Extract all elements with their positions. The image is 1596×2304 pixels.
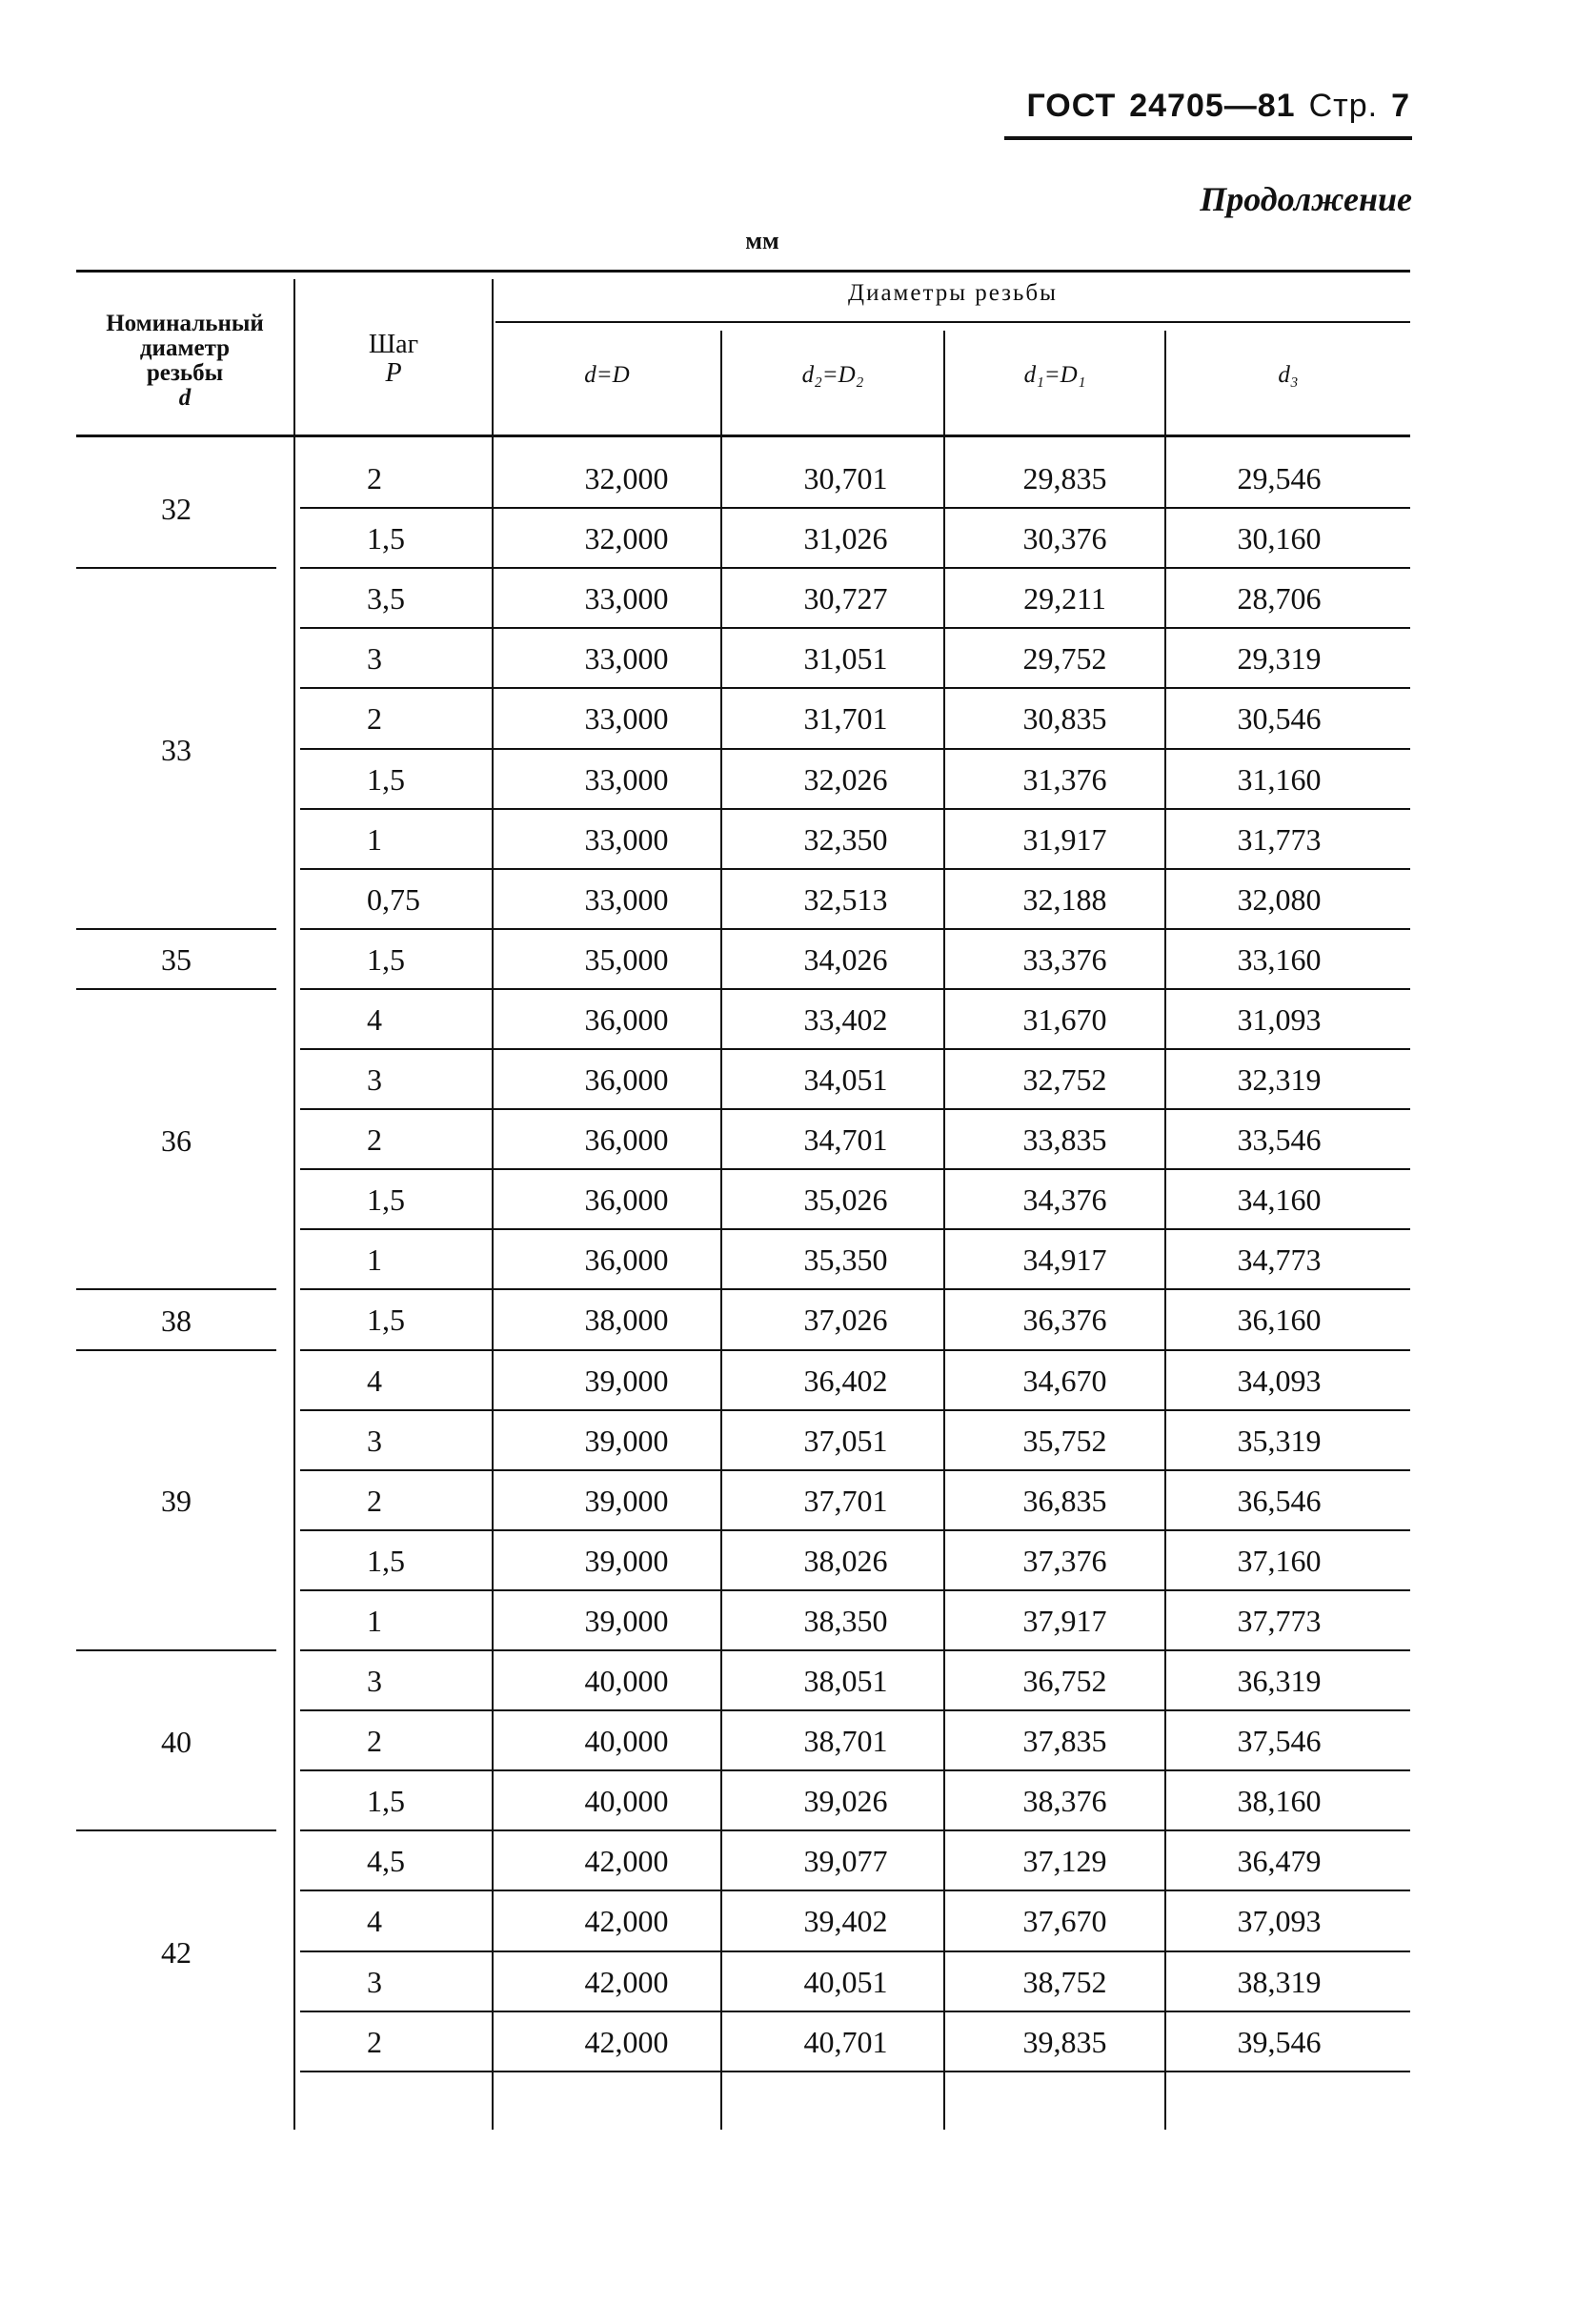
pitch-cell: 1,5 (367, 1784, 405, 1819)
d1-value-cell: 34,917 (1022, 1243, 1107, 1278)
d3-value-cell: 35,319 (1237, 1423, 1322, 1458)
d-value-cell: 36,000 (584, 1062, 669, 1097)
d-value-cell: 39,000 (584, 1543, 669, 1578)
d1-value-cell: 37,917 (1022, 1603, 1107, 1638)
d-value-cell: 33,000 (584, 701, 669, 737)
d2-value-cell: 36,402 (803, 1363, 888, 1398)
d1-value-cell: 38,752 (1022, 1964, 1107, 1999)
pitch-cell: 1,5 (367, 521, 405, 556)
table-top-rule (76, 270, 1410, 273)
d2-value-cell: 30,727 (803, 581, 888, 616)
d1-value-cell: 39,835 (1022, 2024, 1107, 2059)
row-rule (300, 2071, 1410, 2072)
d2-value-cell: 37,026 (803, 1303, 888, 1338)
d1-value-cell: 29,752 (1022, 641, 1107, 677)
d3-value-cell: 31,093 (1237, 1001, 1322, 1037)
d1-value-cell: 29,211 (1023, 581, 1106, 616)
d-value-cell: 38,000 (584, 1303, 669, 1338)
page-label: Стр. (1308, 88, 1379, 124)
d3-value-cell: 31,160 (1237, 761, 1322, 797)
nominal-header-line: Номинальный (106, 311, 264, 336)
d3-value-cell: 37,093 (1237, 1904, 1322, 1939)
diameters-group-header: Диаметры резьбы (848, 280, 1058, 306)
group-rule (76, 988, 276, 990)
header-divider (492, 279, 494, 435)
d1-value-cell: 31,917 (1022, 821, 1107, 857)
d-value-cell: 40,000 (584, 1724, 669, 1759)
d2-value-cell: 39,077 (803, 1844, 888, 1879)
column-divider (1164, 437, 1166, 2130)
d1-value-cell: 34,670 (1022, 1363, 1107, 1398)
d2-value-cell: 31,051 (803, 641, 888, 677)
d3-value-cell: 33,546 (1237, 1122, 1322, 1158)
standard-number: 24705—81 (1129, 88, 1296, 124)
d1-value-cell: 36,835 (1022, 1483, 1107, 1518)
d1-value-cell: 33,376 (1022, 941, 1107, 977)
d2-value-cell: 34,026 (803, 941, 888, 977)
d2-value-cell: 37,051 (803, 1423, 888, 1458)
d3-column-header: d₃ (1278, 362, 1299, 388)
d1-value-cell: 38,376 (1022, 1784, 1107, 1819)
d-value-cell: 35,000 (584, 941, 669, 977)
d3-value-cell: 29,319 (1237, 641, 1322, 677)
d3-value-cell: 36,160 (1237, 1303, 1322, 1338)
d1-column-header: d₁=D₁ (1023, 362, 1086, 388)
nominal-diameter-cell: 38 (161, 1303, 192, 1338)
d2-value-cell: 39,026 (803, 1784, 888, 1819)
pitch-cell: 1,5 (367, 1182, 405, 1218)
standard-label: ГОСТ (1026, 88, 1117, 124)
d3-value-cell: 34,773 (1237, 1243, 1322, 1278)
units-label: мм (745, 227, 779, 254)
d-value-cell: 33,000 (584, 581, 669, 616)
d-value-cell: 32,000 (584, 461, 669, 495)
d2-value-cell: 40,701 (803, 2024, 888, 2059)
pitch-cell: 2 (367, 2024, 382, 2059)
d3-value-cell: 38,160 (1237, 1784, 1322, 1819)
d-value-cell: 33,000 (584, 821, 669, 857)
d2-value-cell: 32,350 (803, 821, 888, 857)
pitch-cell: 2 (367, 1122, 382, 1158)
group-rule (76, 1349, 276, 1351)
group-rule (76, 567, 276, 569)
d2-value-cell: 30,701 (803, 461, 888, 495)
d2-value-cell: 37,701 (803, 1483, 888, 1518)
d-value-cell: 42,000 (584, 1964, 669, 1999)
pitch-cell: 1,5 (367, 1543, 405, 1578)
d3-value-cell: 37,773 (1237, 1603, 1322, 1638)
pitch-cell: 1 (367, 821, 382, 857)
d2-value-cell: 40,051 (803, 1964, 888, 1999)
d2-value-cell: 38,701 (803, 1724, 888, 1759)
nominal-diameter-cell: 42 (161, 1934, 192, 1970)
d3-value-cell: 37,546 (1237, 1724, 1322, 1759)
d1-value-cell: 36,752 (1022, 1664, 1107, 1698)
pitch-cell: 2 (367, 1483, 382, 1518)
nominal-diameter-cell: 39 (161, 1484, 192, 1519)
d3-value-cell: 36,319 (1237, 1664, 1322, 1698)
pitch-cell: 3,5 (367, 581, 405, 616)
group-header-rule (495, 321, 1410, 323)
nominal-header-line: диаметр (139, 335, 231, 361)
d3-value-cell: 32,319 (1237, 1062, 1322, 1097)
pitch-cell: 2 (367, 461, 382, 495)
d2-value-cell: 32,513 (803, 881, 888, 917)
pitch-cell: 1,5 (367, 941, 405, 977)
header-bottom-rule (76, 435, 1410, 437)
d1-value-cell: 31,670 (1022, 1001, 1107, 1037)
d1-value-cell: 29,835 (1022, 461, 1107, 495)
pitch-cell: 4,5 (367, 1844, 405, 1879)
group-rule (76, 1288, 276, 1290)
nominal-diameter-header (76, 312, 293, 411)
d1-value-cell: 32,188 (1022, 881, 1107, 917)
pitch-cell: 2 (367, 1724, 382, 1759)
d-value-cell: 39,000 (584, 1483, 669, 1518)
continuation-label: Продолжение (1200, 180, 1412, 218)
d-value-cell: 33,000 (584, 881, 669, 917)
d-value-cell: 42,000 (584, 1844, 669, 1879)
d3-value-cell: 36,546 (1237, 1483, 1322, 1518)
page-number: 7 (1391, 88, 1410, 124)
d-value-cell: 33,000 (584, 641, 669, 677)
d-value-cell: 36,000 (584, 1122, 669, 1158)
d3-value-cell: 31,773 (1237, 821, 1322, 857)
pitch-cell: 4 (367, 1001, 382, 1037)
d3-value-cell: 37,160 (1237, 1543, 1322, 1578)
thread-diameter-table (76, 270, 1410, 2156)
d2-value-cell: 35,026 (803, 1182, 888, 1218)
d3-value-cell: 29,546 (1237, 461, 1322, 495)
pitch-cell: 1 (367, 1243, 382, 1278)
d3-value-cell: 32,080 (1237, 881, 1322, 917)
d2-value-cell: 34,051 (803, 1062, 888, 1097)
d1-value-cell: 32,752 (1022, 1062, 1107, 1097)
group-rule (76, 928, 276, 930)
d2-value-cell: 34,701 (803, 1122, 888, 1158)
d1-value-cell: 31,376 (1022, 761, 1107, 797)
header-rule (1004, 136, 1412, 140)
group-rule (76, 1829, 276, 1831)
d3-value-cell: 38,319 (1237, 1964, 1322, 1999)
pitch-cell: 1,5 (367, 761, 405, 797)
d3-value-cell: 36,479 (1237, 1844, 1322, 1879)
pitch-cell: 3 (367, 1062, 382, 1097)
pitch-cell: 4 (367, 1904, 382, 1939)
d-value-cell: 40,000 (584, 1664, 669, 1698)
d-value-cell: 36,000 (584, 1243, 669, 1278)
pitch-header (295, 331, 492, 388)
d-value-cell: 32,000 (584, 521, 669, 556)
running-header (1000, 88, 1410, 125)
d3-value-cell: 39,546 (1237, 2024, 1322, 2059)
d2-value-cell: 38,026 (803, 1543, 888, 1578)
d-value-cell: 36,000 (584, 1182, 669, 1218)
d-value-cell: 36,000 (584, 1001, 669, 1037)
nominal-diameter-cell: 35 (161, 942, 192, 978)
nominal-header-line: d (178, 385, 192, 411)
d2-column-header: d₂=D₂ (801, 362, 864, 388)
d3-value-cell: 30,160 (1237, 521, 1322, 556)
pitch-cell: 3 (367, 1664, 382, 1698)
d2-value-cell: 38,051 (803, 1664, 888, 1698)
pitch-header-label: Шаг (368, 330, 419, 359)
d1-value-cell: 33,835 (1022, 1122, 1107, 1158)
d1-value-cell: 37,835 (1022, 1724, 1107, 1759)
pitch-cell: 1 (367, 1603, 382, 1638)
d2-value-cell: 33,402 (803, 1001, 888, 1037)
pitch-cell: 4 (367, 1363, 382, 1398)
pitch-cell: 1,5 (367, 1303, 405, 1338)
d3-value-cell: 34,160 (1237, 1182, 1322, 1218)
nominal-header-line: резьбы (146, 360, 224, 386)
d2-value-cell: 32,026 (803, 761, 888, 797)
d1-value-cell: 37,670 (1022, 1904, 1107, 1939)
group-rule (76, 1649, 276, 1651)
d2-value-cell: 38,350 (803, 1603, 888, 1638)
d1-value-cell: 37,129 (1022, 1844, 1107, 1879)
d1-value-cell: 37,376 (1022, 1543, 1107, 1578)
d3-value-cell: 28,706 (1237, 581, 1322, 616)
d2-value-cell: 39,402 (803, 1904, 888, 1939)
d-value-cell: 39,000 (584, 1603, 669, 1638)
pitch-header-symbol: P (385, 358, 402, 388)
nominal-diameter-cell: 40 (161, 1724, 192, 1759)
nominal-diameter-cell: 36 (161, 1122, 192, 1158)
column-divider (293, 437, 295, 2130)
column-divider (492, 437, 494, 2130)
d-value-cell: 39,000 (584, 1363, 669, 1398)
nominal-diameter-cell: 32 (161, 492, 192, 527)
d3-value-cell: 30,546 (1237, 701, 1322, 737)
pitch-cell: 3 (367, 641, 382, 677)
d1-value-cell: 30,835 (1022, 701, 1107, 737)
d1-value-cell: 30,376 (1022, 521, 1107, 556)
pitch-cell: 3 (367, 1964, 382, 1999)
column-divider (720, 437, 722, 2130)
d-value-cell: 42,000 (584, 1904, 669, 1939)
d1-value-cell: 35,752 (1022, 1423, 1107, 1458)
d-column-header: d=D (584, 362, 630, 388)
pitch-cell: 3 (367, 1423, 382, 1458)
d2-value-cell: 31,701 (803, 701, 888, 737)
column-divider (943, 437, 945, 2130)
d3-value-cell: 33,160 (1237, 941, 1322, 977)
d-value-cell: 33,000 (584, 761, 669, 797)
d-value-cell: 39,000 (584, 1423, 669, 1458)
d2-value-cell: 35,350 (803, 1243, 888, 1278)
d1-value-cell: 34,376 (1022, 1182, 1107, 1218)
d-value-cell: 40,000 (584, 1784, 669, 1819)
nominal-diameter-cell: 33 (161, 732, 192, 767)
pitch-cell: 0,75 (367, 881, 420, 917)
d1-value-cell: 36,376 (1022, 1303, 1107, 1338)
d2-value-cell: 31,026 (803, 521, 888, 556)
pitch-cell: 2 (367, 701, 382, 737)
d3-value-cell: 34,093 (1237, 1363, 1322, 1398)
d-value-cell: 42,000 (584, 2024, 669, 2059)
